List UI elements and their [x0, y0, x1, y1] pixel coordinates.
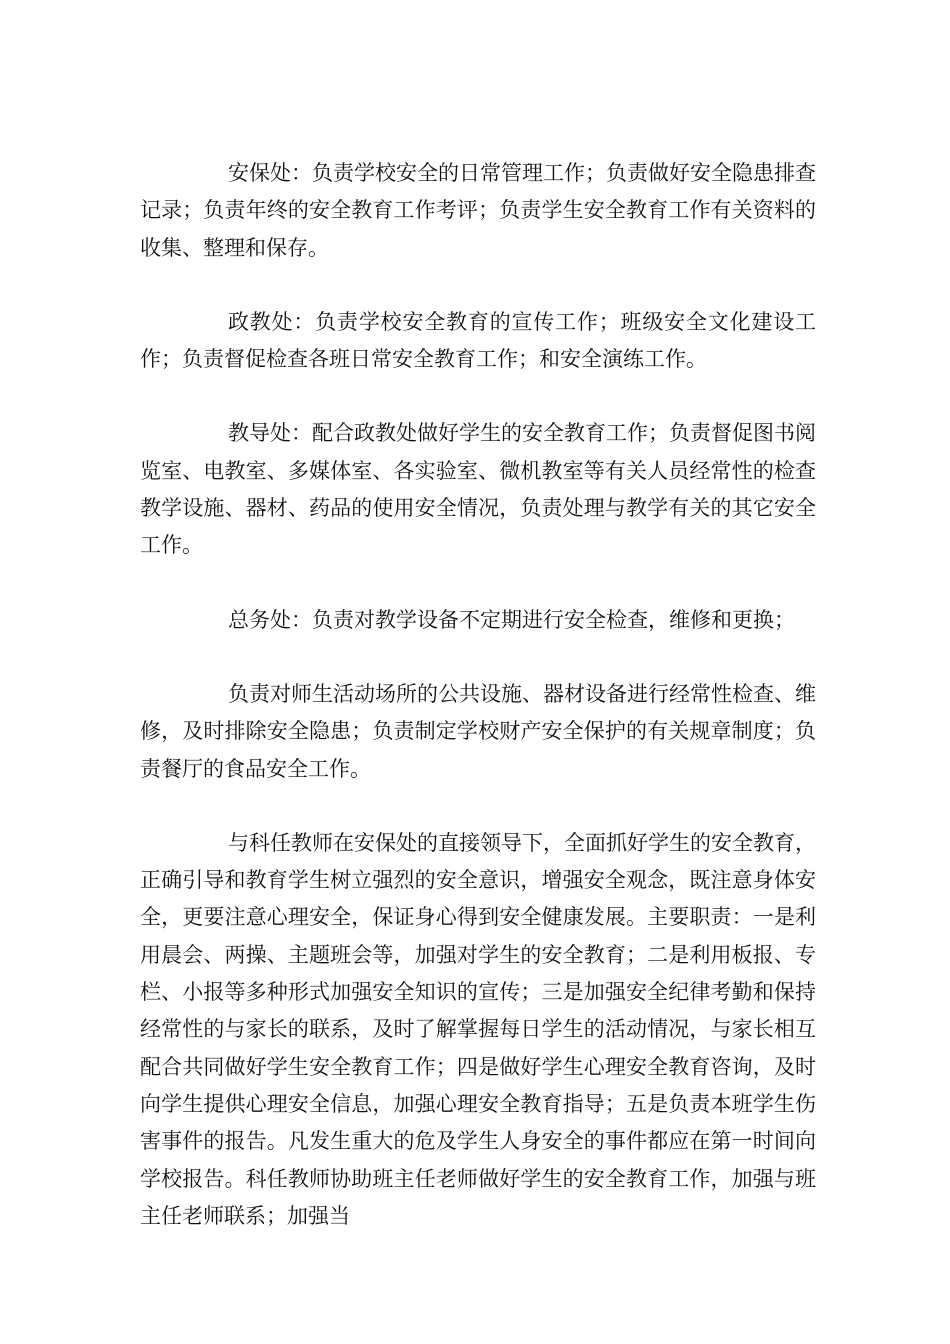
paragraph-general-affairs-office: 总务处：负责对教学设备不定期进行安全检查，维修和更换； — [228, 607, 795, 632]
paragraph-political-office: 政教处：负责学校安全教育的宣传工作；班级安全文化建设工作；负责督促检查各班日常安全教育工作；和安全演练工作。 — [140, 309, 816, 372]
paragraph-facilities-duties: 负责对师生活动场所的公共设施、器材设备进行经常性检查、维修，及时排除安全隐患；负责制定学校财产安全保护的有关规章制度；负责餐厅的食品安全工作。 — [140, 681, 816, 781]
document-body — [140, 155, 816, 1272]
paragraph-academic-office: 教导处：配合政教处做好学生的安全教育工作；负责督促图书阅览室、电教室、多媒体室、各实验室、微机教室等有关人员经常性的检查教学设施、器材、药品的使用安全情况，负责处理与教学有关的其它安全工作。 — [140, 421, 816, 558]
paragraph-teacher-duties: 与科任教师在安保处的直接领导下，全面抓好学生的安全教育，正确引导和教育学生树立强烈的安全意识，增强安全观念，既注意身体安全，更要注意心理安全，保证身心得到安全健康发展。主要职责：一是利用晨会、两操、主题班会等，加强对学生的安全教育；二是利用板报、专栏、小报等多种形式加强安全知识的宣传；三是加强安全纪律考勤和保持经常性的与家长的联系，及时了解掌握每日学生的活动情况，与家长相互配合共同做好学生安全教育工作；四是做好学生心理安全教育咨询，及时向学生提供心理安全信息，加强心理安全教育指导；五是负责本班学生伤害事件的报告。凡发生重大的危及学生人身安全的事件都应在第一时间向学校报告。科任教师协助班主任老师做好学生的安全教育工作，加强与班主任老师联系；加强当 — [140, 830, 816, 1228]
paragraph-security-office: 安保处：负责学校安全的日常管理工作；负责做好安全隐患排查记录；负责年终的安全教育工作考评；负责学生安全教育工作有关资料的收集、整理和保存。 — [140, 161, 816, 260]
